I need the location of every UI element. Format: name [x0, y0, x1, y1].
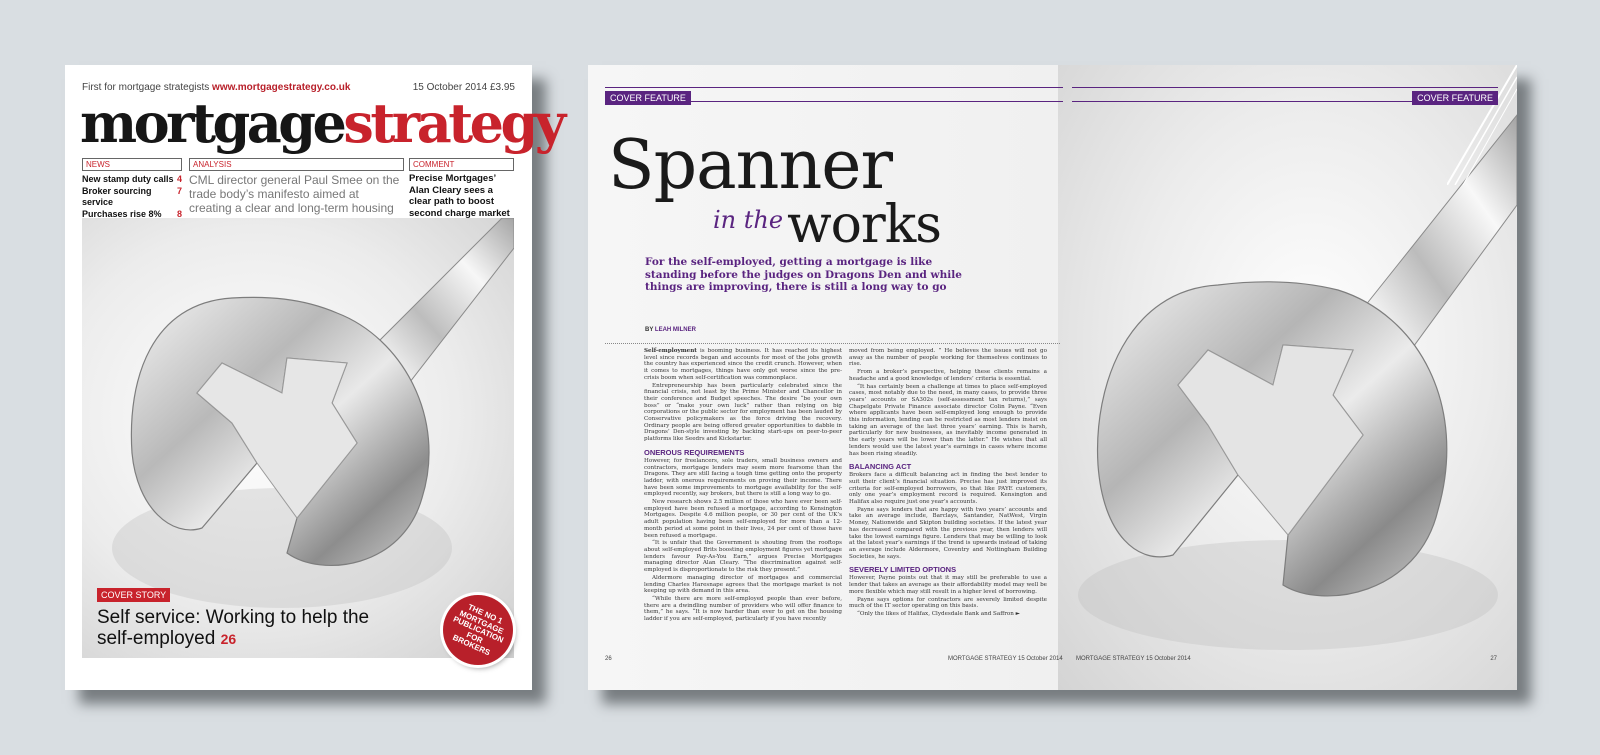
- news-item-title: Purchases rise 8%: [82, 208, 162, 219]
- news-item-page: 4: [176, 174, 182, 184]
- cover-url: www.mortgagestrategy.co.uk: [212, 82, 351, 93]
- folio-text-right: MORTGAGE STRATEGY 15 October 2014: [1076, 656, 1191, 662]
- drop-lead: Self-employment: [644, 348, 697, 354]
- paragraph: Brokers face a difficult balancing act in finding the best lender to suit their client’s financial situation. Precise has just improved its criteria for self-employed borrowers, so that like PAYE customers, only one year’s employment record is required. Kensington and Halifax also require just one year’s accounts.: [849, 472, 1047, 506]
- analysis-body: CML director general Paul Smee on the trade body’s manifesto aimed at creating a clear and long-term housing: [189, 173, 400, 215]
- folio-text-left: MORTGAGE STRATEGY 15 October 2014: [948, 656, 1063, 662]
- news-item-page: 8: [176, 208, 182, 219]
- cover-feature-bar-right: [1072, 87, 1498, 102]
- roundel-text: THE NO 1 MORTGAGE PUBLICATION FOR BROKERS: [451, 602, 506, 658]
- paragraph: Aldermore managing director of mortgages and commercial lending Charles Haresnape agrees that the mortgage market is not keeping up with demand in this area.: [644, 574, 842, 595]
- cover-contents: [82, 158, 514, 218]
- cover-story-page: 26: [220, 631, 237, 647]
- dotted-rule: [605, 343, 1060, 344]
- news-item: [82, 186, 182, 209]
- decorative-diagonal-lines: [1447, 65, 1517, 185]
- paragraph: Payne says options for contractors are severely limited despite much of the IT sector operating on this basis.: [849, 596, 1047, 610]
- news-item-page: 7: [176, 185, 182, 196]
- cover-story-badge: COVER STORY: [97, 588, 170, 602]
- cover-story: [97, 585, 397, 650]
- cover-feature-bar-left: [605, 87, 1063, 102]
- paragraph: “It has certainly been a challenge at times to place self-employed cases, most notably due to the need, in many cases, to provide three years’ accounts or SA302s (self-assessment tax returns),” says Chapelgate Private Finance associate director Colin Payne. “Even where applicants have been self-employed long enough to provide this information, lending can be restricted as most lenders insist on taking an average of the last three years’ earning. This is harsh, particularly for new businesses, as inevitably income generated in the early years will be lower than the latter.” He wishes that all lenders would use the latest year’s earnings in cases where income has been rising steadily.: [849, 383, 1047, 457]
- cover-story-title: [97, 607, 397, 650]
- paragraph: moved from being employed. ” He believes the issues will not go away as the number of people working for themselves continues to rise.: [849, 348, 1047, 368]
- headline-works: works: [787, 195, 941, 255]
- paragraph: New research shows 2.5 million of those who have ever been self-employed have been refused a mortgage, according to Kensington Mortgages. Despite 4.6 million people, or 30 per cent of the UK’s adult population having been self-employed for more than a 12-month period at some point in their lives, 24 per cent of those have been refused a mortgage.: [644, 499, 842, 539]
- headline-in-the-works: [713, 195, 941, 255]
- subheading: BALANCING ACT: [849, 462, 912, 472]
- analysis-header: ANALYSIS: [189, 158, 404, 171]
- news-header: NEWS: [82, 158, 182, 171]
- paragraph: Payne says lenders that are happy with two years’ accounts and take an average include, Barclays, Santander, NatWest, Virgin Money, Nationwide and Skipton building societies. If the latest year has decreased compared with the previous year, then lenders will take the lowest earnings figure. Lenders that may be willing to look at the latest year’s earnings if the trend is upwards instead of taking an average include Aldermore, Coventry and Nottingham Building Societies, he says.: [849, 506, 1047, 560]
- masthead-part1: mortgage: [80, 91, 344, 155]
- article-column-1: [644, 348, 842, 624]
- paragraph: However, for freelancers, sole traders, small business owners and contractors, mortgage lenders may seem more fearsome than the Dragons. They are still facing a tough time getting onto the property ladder, with onerous requirements on proving their income. There have been some improvements to mortgage availability for the self-employed recently, say brokers, but there is still a long way to go.: [644, 457, 842, 498]
- feature-spread: [588, 65, 1517, 690]
- no1-roundel-badge: [443, 595, 513, 665]
- comment-body: Precise Mortgages’ Alan Cleary sees a clear path to boost second charge market: [409, 173, 510, 219]
- paragraph-text: is booming business. It has reached its highest level since records began and accounts for most of the jobs growth the country has experienced since the credit crunch. However, when it comes to mortgages, things have only got worse since the pre-crisis boom when self-certification was commonplace.: [644, 348, 842, 381]
- magazine-cover: [65, 65, 563, 690]
- news-item: [82, 174, 182, 186]
- news-item-title: New stamp duty calls: [82, 174, 174, 184]
- folio-page-number-right: 27: [1490, 656, 1497, 662]
- subheading: ONEROUS REQUIREMENTS: [644, 447, 745, 457]
- masthead-part2: strategy: [343, 91, 563, 155]
- paragraph: “It is unfair that the Government is shouting from the rooftops about self-employed Brits boosting employment figures yet mortgage lenders favour Pay-As-You Earn,” argues Precise Mortgages managing director Alan Cleary. “The discrimination against self-employed is disproportionate to the risk they present.”: [644, 540, 842, 574]
- comment-header: COMMENT: [409, 158, 514, 171]
- paragraph: Entrepreneurship has been particularly celebrated since the financial crisis, not least by the Prime Minister and Chancellor in their conference and Budget speeches. The desire “be your own boss” or “make your own luck” rather than relying on big corporations or the public sector for employment has been lauded by Conservative policymakers as the force driving the recovery. Ordinary people are being offered greater opportunities to dabble in Dragons’ Den-style investing by backing start-ups on peer-to-peer platforms like Seedrs and Kickstarter.: [644, 382, 842, 443]
- cover-date-price: 15 October 2014 £3.95: [412, 82, 515, 93]
- cover-story-headline: Self service: Working to help the self-employed: [97, 607, 370, 649]
- headline-in-the: in the: [713, 206, 784, 234]
- folio-page-number-left: 26: [605, 656, 612, 662]
- byline: [645, 327, 696, 333]
- byline-author: LEAH MILNER: [654, 327, 696, 333]
- paragraph: [644, 348, 842, 382]
- headline-spanner: Spanner: [608, 126, 892, 205]
- paragraph: From a broker’s perspective, helping these clients remains a headache and a good knowledge of lenders’ criteria is essential.: [849, 369, 1047, 382]
- paragraph: However, Payne points out that it may still be preferable to use a lender that takes an average as their affordability model may well be more flexible which may still result in a higher level of borrowing.: [849, 575, 1047, 595]
- paragraph: “Only the likes of Halifax, Clydesdale Bank and Saffron ►: [857, 610, 1020, 617]
- tagline-text: First for mortgage strategists: [82, 82, 210, 93]
- news-item-title: Broker sourcing service: [82, 185, 152, 207]
- byline-prefix: BY: [645, 327, 654, 333]
- cover-feature-label-left: COVER FEATURE: [605, 91, 691, 105]
- subheading: SEVERELY LIMITED OPTIONS: [849, 565, 957, 575]
- standfirst: For the self-employed, getting a mortgage is like standing before the judges on Dragons Den and while things are improving, there is still a long way to go: [645, 256, 962, 293]
- cover-feature-label-right: COVER FEATURE: [1412, 91, 1498, 105]
- paragraph: “While there are more self-employed people than ever before, there are a dwindling number of providers who will offer finance to them,” he says. “It is now harder than ever to get on the housing ladder if you are self-employed, particularly if you have recently: [644, 595, 842, 623]
- article-column-2: [849, 348, 1047, 619]
- masthead-logo: [80, 93, 563, 153]
